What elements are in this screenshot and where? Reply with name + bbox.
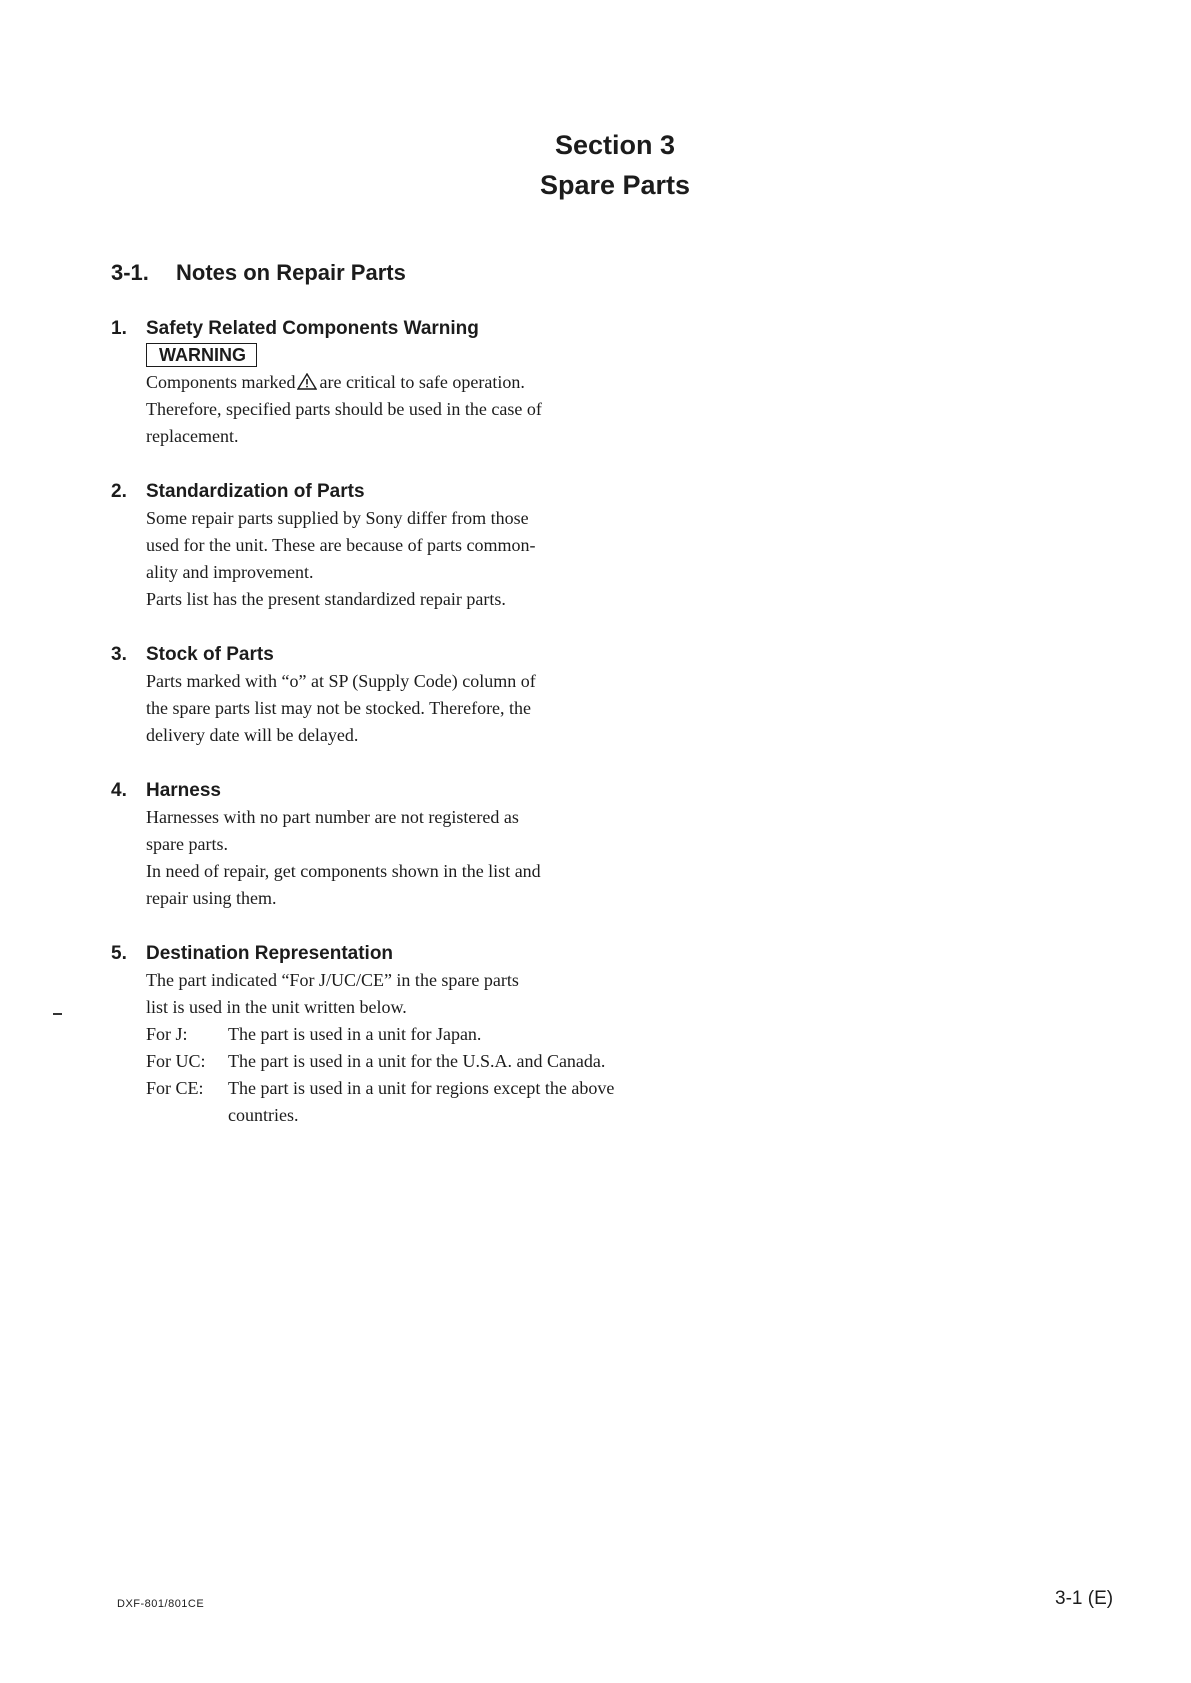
note-number: 3.: [111, 644, 127, 665]
destination-text: The part is used in a unit for Japan.: [228, 1024, 482, 1044]
note-line: spare parts.: [146, 834, 228, 854]
note-line: list is used in the unit written below.: [146, 997, 407, 1017]
subsection-number: 3-1.: [111, 260, 149, 285]
note-line: Parts list has the present standardized repair parts.: [146, 589, 506, 609]
note-number: 5.: [111, 943, 127, 964]
note-destination: [111, 941, 631, 1129]
footer-model: DXF-801/801CE: [117, 1598, 205, 1610]
warning-triangle-icon: [297, 371, 317, 388]
note-line: In need of repair, get components shown in the list and: [146, 861, 541, 881]
note-stock: [111, 642, 631, 749]
note-line: Harnesses with no part number are not registered as: [146, 807, 519, 827]
note-line: Parts marked with “o” at SP (Supply Code) column of: [146, 671, 536, 691]
note-heading: [111, 479, 631, 505]
note-title: Destination Representation: [146, 943, 394, 964]
subsection-title: Notes on Repair Parts: [176, 260, 406, 285]
note-line: The part indicated “For J/UC/CE” in the spare parts: [146, 970, 519, 990]
note-standardization: [111, 479, 631, 613]
note-text-fragment: Components marked: [146, 372, 296, 392]
note-heading: [111, 941, 631, 967]
footer-page-number: 3-1 (E): [1055, 1588, 1114, 1609]
note-line: ality and improvement.: [146, 562, 314, 582]
note-heading: [111, 778, 631, 804]
note-number: 2.: [111, 481, 127, 502]
warning-label: WARNING: [146, 343, 257, 367]
destination-row-j: [146, 1021, 616, 1048]
note-safety-components: [111, 316, 631, 450]
section-title: [500, 125, 730, 205]
note-title: Stock of Parts: [146, 644, 274, 665]
note-line: Therefore, specified parts should be used in the case of: [146, 399, 542, 419]
destination-text: The part is used in a unit for the U.S.A. and Canada.: [228, 1051, 606, 1071]
destination-row-ce: [146, 1075, 616, 1129]
note-title: Safety Related Components Warning: [146, 318, 479, 339]
note-number: 1.: [111, 318, 127, 339]
note-line: used for the unit. These are because of parts common-: [146, 535, 536, 555]
destination-row-uc: [146, 1048, 616, 1075]
note-number: 4.: [111, 780, 127, 801]
note-line: delivery date will be delayed.: [146, 725, 359, 745]
destination-label: For J:: [146, 1024, 188, 1044]
note-body: [146, 505, 616, 613]
note-heading: [111, 316, 631, 342]
section-number: Section 3: [554, 130, 676, 160]
destination-label: For UC:: [146, 1051, 206, 1071]
note-harness: [111, 778, 631, 912]
note-heading: [111, 642, 631, 668]
note-line: the spare parts list may not be stocked. Therefore, the: [146, 698, 532, 718]
margin-mark: [53, 1013, 62, 1015]
subsection-heading: [111, 258, 406, 288]
note-body: [146, 668, 616, 749]
note-body: [146, 804, 616, 912]
destination-label: For CE:: [146, 1078, 204, 1098]
note-line: [146, 369, 616, 396]
note-title: Standardization of Parts: [146, 481, 365, 502]
note-text-fragment: are critical to safe operation.: [319, 372, 525, 392]
note-body: [146, 342, 616, 450]
note-line: Some repair parts supplied by Sony differ from those: [146, 508, 529, 528]
note-body: [146, 967, 616, 1129]
note-line: replacement.: [146, 426, 239, 446]
section-name: Spare Parts: [539, 170, 691, 200]
destination-text: The part is used in a unit for regions except the above countries.: [228, 1078, 615, 1125]
note-title: Harness: [146, 780, 221, 801]
note-line: repair using them.: [146, 888, 277, 908]
